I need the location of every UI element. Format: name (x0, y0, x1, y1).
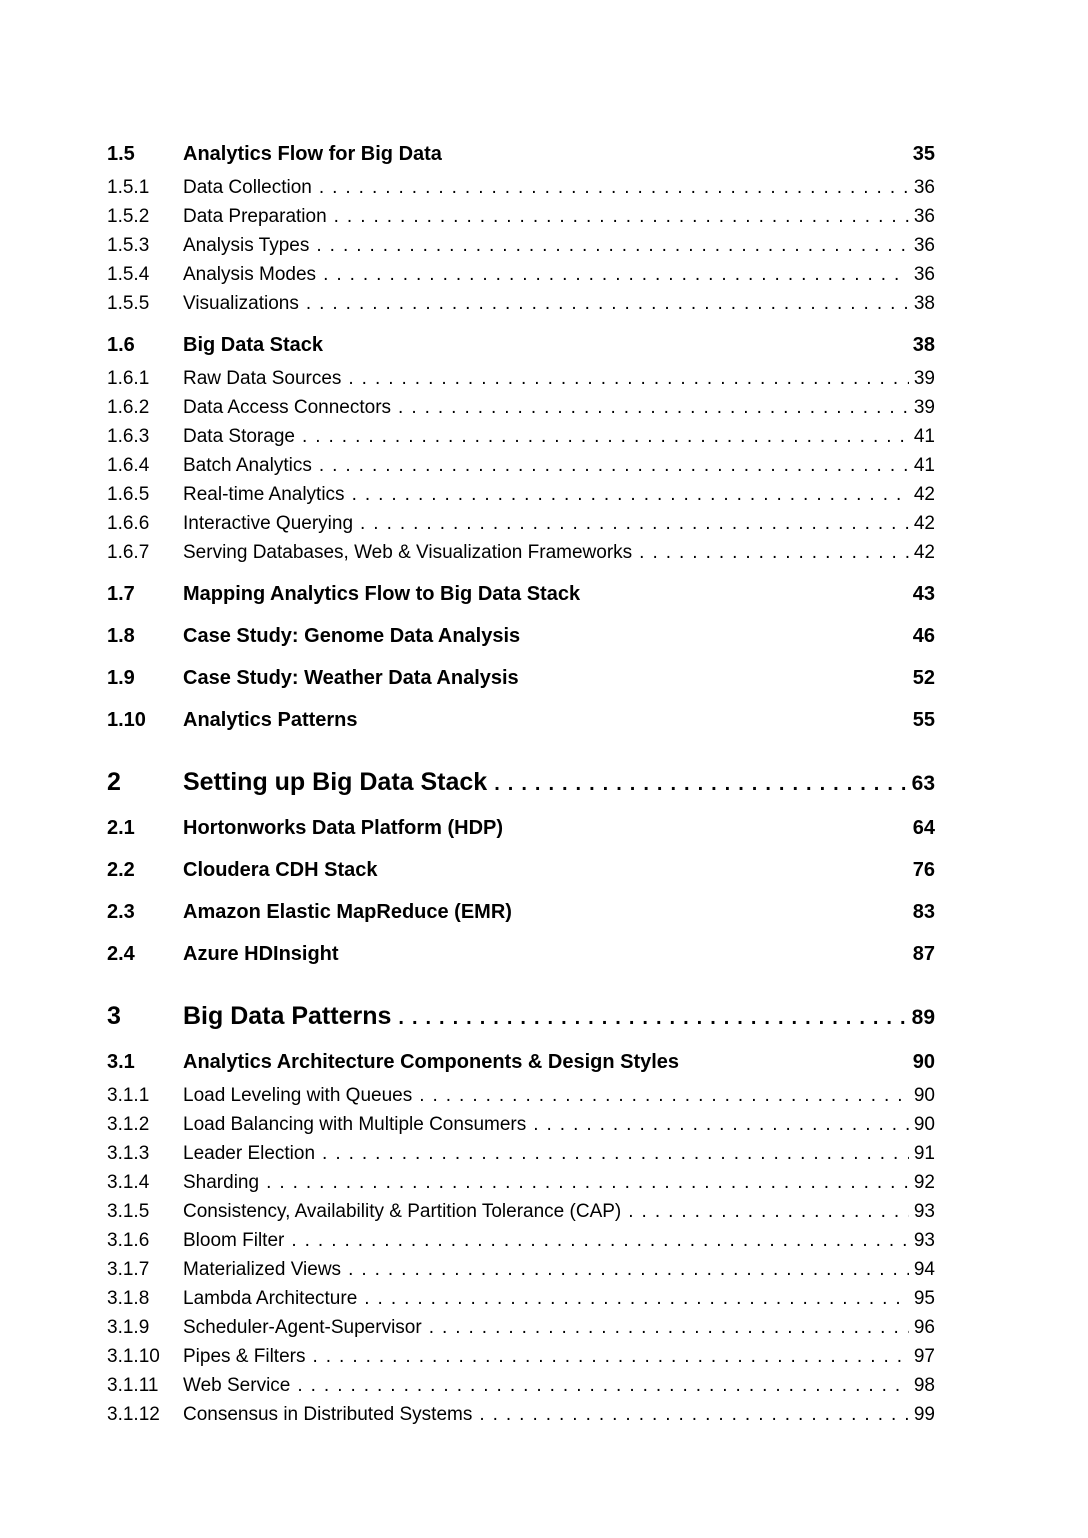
toc-entry-title: Real-time Analytics (183, 484, 345, 505)
toc-entry-page: 64 (912, 817, 935, 839)
toc-entry[interactable] (107, 231, 935, 260)
toc-entry-page: 94 (913, 1259, 935, 1280)
dot-leader (312, 1342, 908, 1371)
toc-entry-title: Hortonworks Data Platform (HDP) (183, 817, 504, 839)
dot-leader (323, 260, 909, 289)
toc-entry-number: 3.1 (107, 1051, 135, 1073)
toc-entry-title: Raw Data Sources (183, 368, 342, 389)
toc-entry-page: 35 (912, 143, 935, 165)
dot-leader (266, 1168, 909, 1197)
toc-entry-number: 1.5.5 (107, 293, 150, 314)
toc-entry-title: Data Preparation (183, 206, 327, 227)
toc-entry-title: Analytics Flow for Big Data (183, 143, 442, 165)
toc-entry[interactable] (107, 664, 935, 693)
toc-entry-page: 41 (913, 455, 935, 476)
toc-entry-title: Bloom Filter (183, 1230, 285, 1251)
toc-entry-number: 2.1 (107, 817, 135, 839)
toc-entry-page: 38 (912, 334, 935, 356)
toc-entry-page: 42 (913, 542, 935, 563)
toc-entry-number: 1.6.3 (107, 426, 150, 447)
toc-entry-number: 1.5.2 (107, 206, 150, 227)
toc-entry[interactable] (107, 289, 935, 318)
dot-leader (319, 451, 909, 480)
toc-entry[interactable] (107, 898, 935, 927)
dot-leader (348, 364, 908, 393)
dot-leader (306, 289, 909, 318)
toc-entry-page: 41 (913, 426, 935, 447)
table-of-contents (107, 127, 935, 1429)
toc-entry-title: Case Study: Weather Data Analysis (183, 667, 519, 689)
toc-entry-title: Setting up Big Data Stack (183, 768, 488, 796)
toc-entry[interactable] (107, 1226, 935, 1255)
dot-leader (628, 1197, 909, 1226)
toc-entry-page: 92 (913, 1172, 935, 1193)
toc-entry-number: 3.1.3 (107, 1143, 150, 1164)
toc-entry-number: 2.2 (107, 859, 135, 881)
toc-entry-title: Case Study: Genome Data Analysis (183, 625, 521, 647)
toc-entry-number: 1.10 (107, 709, 146, 731)
toc-entry-number: 1.5.3 (107, 235, 150, 256)
toc-entry-title: Visualizations (183, 293, 299, 314)
toc-entry-title: Cloudera CDH Stack (183, 859, 378, 881)
toc-entry-page: 36 (913, 177, 935, 198)
toc-entry-number: 1.5.1 (107, 177, 150, 198)
toc-entry-page: 42 (913, 513, 935, 534)
toc-entry-number: 1.6.2 (107, 397, 150, 418)
toc-entry[interactable] (107, 260, 935, 289)
toc-entry[interactable] (107, 856, 935, 885)
toc-entry[interactable] (107, 1139, 935, 1168)
toc-entry-number: 1.6.6 (107, 513, 150, 534)
toc-entry[interactable] (107, 1081, 935, 1110)
toc-entry-title: Azure HDInsight (183, 943, 339, 965)
toc-entry-number: 1.6 (107, 334, 135, 356)
toc-entry-title: Big Data Patterns (183, 1002, 392, 1030)
toc-entry-number: 3.1.9 (107, 1317, 150, 1338)
toc-entry-page: 90 (913, 1085, 935, 1106)
toc-entry-title: Analytics Architecture Components & Design Styles (183, 1051, 680, 1073)
toc-entry[interactable] (107, 622, 935, 651)
dot-leader (479, 1400, 909, 1429)
dot-leader (533, 1110, 909, 1139)
toc-entry-title: Lambda Architecture (183, 1288, 358, 1309)
toc-entry-number: 3.1.8 (107, 1288, 150, 1309)
toc-entry[interactable] (107, 480, 935, 509)
toc-entry-page: 42 (913, 484, 935, 505)
toc-entry[interactable] (107, 422, 935, 451)
dot-leader (352, 480, 909, 509)
toc-entry-title: Big Data Stack (183, 334, 324, 356)
toc-entry-title: Load Balancing with Multiple Consumers (183, 1114, 527, 1135)
toc-entry-title: Pipes & Filters (183, 1346, 306, 1367)
toc-entry-title: Scheduler-Agent-Supervisor (183, 1317, 422, 1338)
toc-entry[interactable] (107, 1110, 935, 1139)
toc-entry-number: 1.6.5 (107, 484, 150, 505)
toc-entry-page: 95 (913, 1288, 935, 1309)
toc-entry-page: 36 (913, 264, 935, 285)
toc-entry-number: 3.1.1 (107, 1085, 150, 1106)
toc-entry-title: Materialized Views (183, 1259, 342, 1280)
toc-entry[interactable] (107, 509, 935, 538)
toc-entry-title: Interactive Querying (183, 513, 354, 534)
dot-leader (364, 1284, 909, 1313)
toc-entry-number: 2.4 (107, 943, 135, 965)
toc-entry[interactable] (107, 451, 935, 480)
toc-entry-number: 3.1.12 (107, 1404, 160, 1425)
toc-entry-title: Data Access Connectors (183, 397, 392, 418)
dot-leader (291, 1226, 909, 1255)
dot-leader (494, 767, 906, 801)
toc-entry[interactable] (107, 331, 935, 360)
toc-entry-number: 3.1.4 (107, 1172, 150, 1193)
toc-entry-title: Amazon Elastic MapReduce (EMR) (183, 901, 512, 923)
dot-leader (419, 1081, 909, 1110)
toc-entry-page: 96 (913, 1317, 935, 1338)
toc-entry-page: 55 (912, 709, 935, 731)
dot-leader (429, 1313, 909, 1342)
toc-entry-page: 90 (912, 1051, 935, 1073)
toc-entry[interactable] (107, 1371, 935, 1400)
toc-entry-number: 1.9 (107, 667, 135, 689)
toc-entry[interactable] (107, 1168, 935, 1197)
toc-entry-title: Batch Analytics (183, 455, 312, 476)
toc-entry-number: 1.5.4 (107, 264, 150, 285)
toc-entry-number: 1.6.7 (107, 542, 150, 563)
toc-entry-page: 76 (912, 859, 935, 881)
toc-entry-number: 3.1.10 (107, 1346, 160, 1367)
toc-entry[interactable] (107, 1197, 935, 1226)
toc-entry-title: Consensus in Distributed Systems (183, 1404, 473, 1425)
toc-entry-number: 3.1.11 (107, 1375, 159, 1396)
toc-entry-title: Analytics Patterns (183, 709, 358, 731)
toc-entry[interactable] (107, 1400, 935, 1429)
toc-entry-title: Serving Databases, Web & Visualization Frameworks (183, 542, 633, 563)
dot-leader (334, 202, 909, 231)
toc-entry-number: 1.6.4 (107, 455, 150, 476)
toc-entry-title: Leader Election (183, 1143, 316, 1164)
toc-entry-page: 52 (912, 667, 935, 689)
toc-entry-page: 97 (913, 1346, 935, 1367)
dot-leader (360, 509, 909, 538)
toc-entry[interactable] (107, 173, 935, 202)
dot-leader (297, 1371, 909, 1400)
toc-entry-page: 93 (913, 1230, 935, 1251)
toc-entry-page: 39 (913, 368, 935, 389)
toc-entry-number: 1.7 (107, 583, 135, 605)
toc-entry-page: 36 (913, 206, 935, 227)
toc-entry-title: Sharding (183, 1172, 260, 1193)
dot-leader (322, 1139, 909, 1168)
toc-entry[interactable] (107, 814, 935, 843)
toc-entry-title: Mapping Analytics Flow to Big Data Stack (183, 583, 581, 605)
toc-entry-page: 38 (913, 293, 935, 314)
toc-entry[interactable] (107, 1255, 935, 1284)
dot-leader (319, 173, 909, 202)
toc-entry-page: 93 (913, 1201, 935, 1222)
toc-entry-page: 43 (912, 583, 935, 605)
dot-leader (639, 538, 909, 567)
toc-entry[interactable] (107, 1313, 935, 1342)
toc-entry-number: 1.5 (107, 143, 135, 165)
toc-entry[interactable] (107, 364, 935, 393)
toc-entry[interactable] (107, 1284, 935, 1313)
dot-leader (302, 422, 909, 451)
toc-entry-title: Data Collection (183, 177, 312, 198)
toc-entry-page: 46 (912, 625, 935, 647)
toc-entry[interactable] (107, 202, 935, 231)
toc-entry-page: 63 (911, 772, 935, 795)
dot-leader (316, 231, 908, 260)
toc-entry[interactable] (107, 765, 935, 801)
toc-entry-title: Load Leveling with Queues (183, 1085, 413, 1106)
toc-entry-page: 36 (913, 235, 935, 256)
toc-entry[interactable] (107, 538, 935, 567)
dot-leader (348, 1255, 909, 1284)
toc-entry[interactable] (107, 393, 935, 422)
toc-entry[interactable] (107, 706, 935, 735)
toc-entry-number: 3.1.2 (107, 1114, 150, 1135)
toc-entry-page: 83 (912, 901, 935, 923)
toc-entry-page: 89 (911, 1006, 935, 1029)
toc-entry-title: Analysis Types (183, 235, 310, 256)
toc-entry-title: Data Storage (183, 426, 295, 447)
toc-entry[interactable] (107, 940, 935, 969)
toc-entry-page: 39 (913, 397, 935, 418)
toc-entry-page: 90 (913, 1114, 935, 1135)
toc-entry-number: 1.8 (107, 625, 135, 647)
toc-entry-number: 3 (107, 1002, 121, 1030)
toc-entry-page: 91 (913, 1143, 935, 1164)
toc-entry-page: 99 (913, 1404, 935, 1425)
toc-entry[interactable] (107, 140, 935, 169)
dot-leader (398, 1001, 906, 1035)
toc-entry[interactable] (107, 999, 935, 1035)
toc-entry[interactable] (107, 1048, 935, 1077)
toc-entry-number: 3.1.5 (107, 1201, 150, 1222)
toc-entry[interactable] (107, 580, 935, 609)
toc-entry-title: Consistency, Availability & Partition Tolerance (CAP) (183, 1201, 622, 1222)
toc-entry-number: 2 (107, 768, 121, 796)
toc-entry-title: Web Service (183, 1375, 291, 1396)
toc-entry-title: Analysis Modes (183, 264, 317, 285)
toc-entry-number: 3.1.7 (107, 1259, 150, 1280)
toc-entry-number: 3.1.6 (107, 1230, 150, 1251)
toc-entry-page: 98 (913, 1375, 935, 1396)
toc-entry[interactable] (107, 1342, 935, 1371)
toc-entry-page: 87 (912, 943, 935, 965)
toc-entry-number: 1.6.1 (107, 368, 150, 389)
dot-leader (398, 393, 909, 422)
toc-entry-number: 2.3 (107, 901, 135, 923)
